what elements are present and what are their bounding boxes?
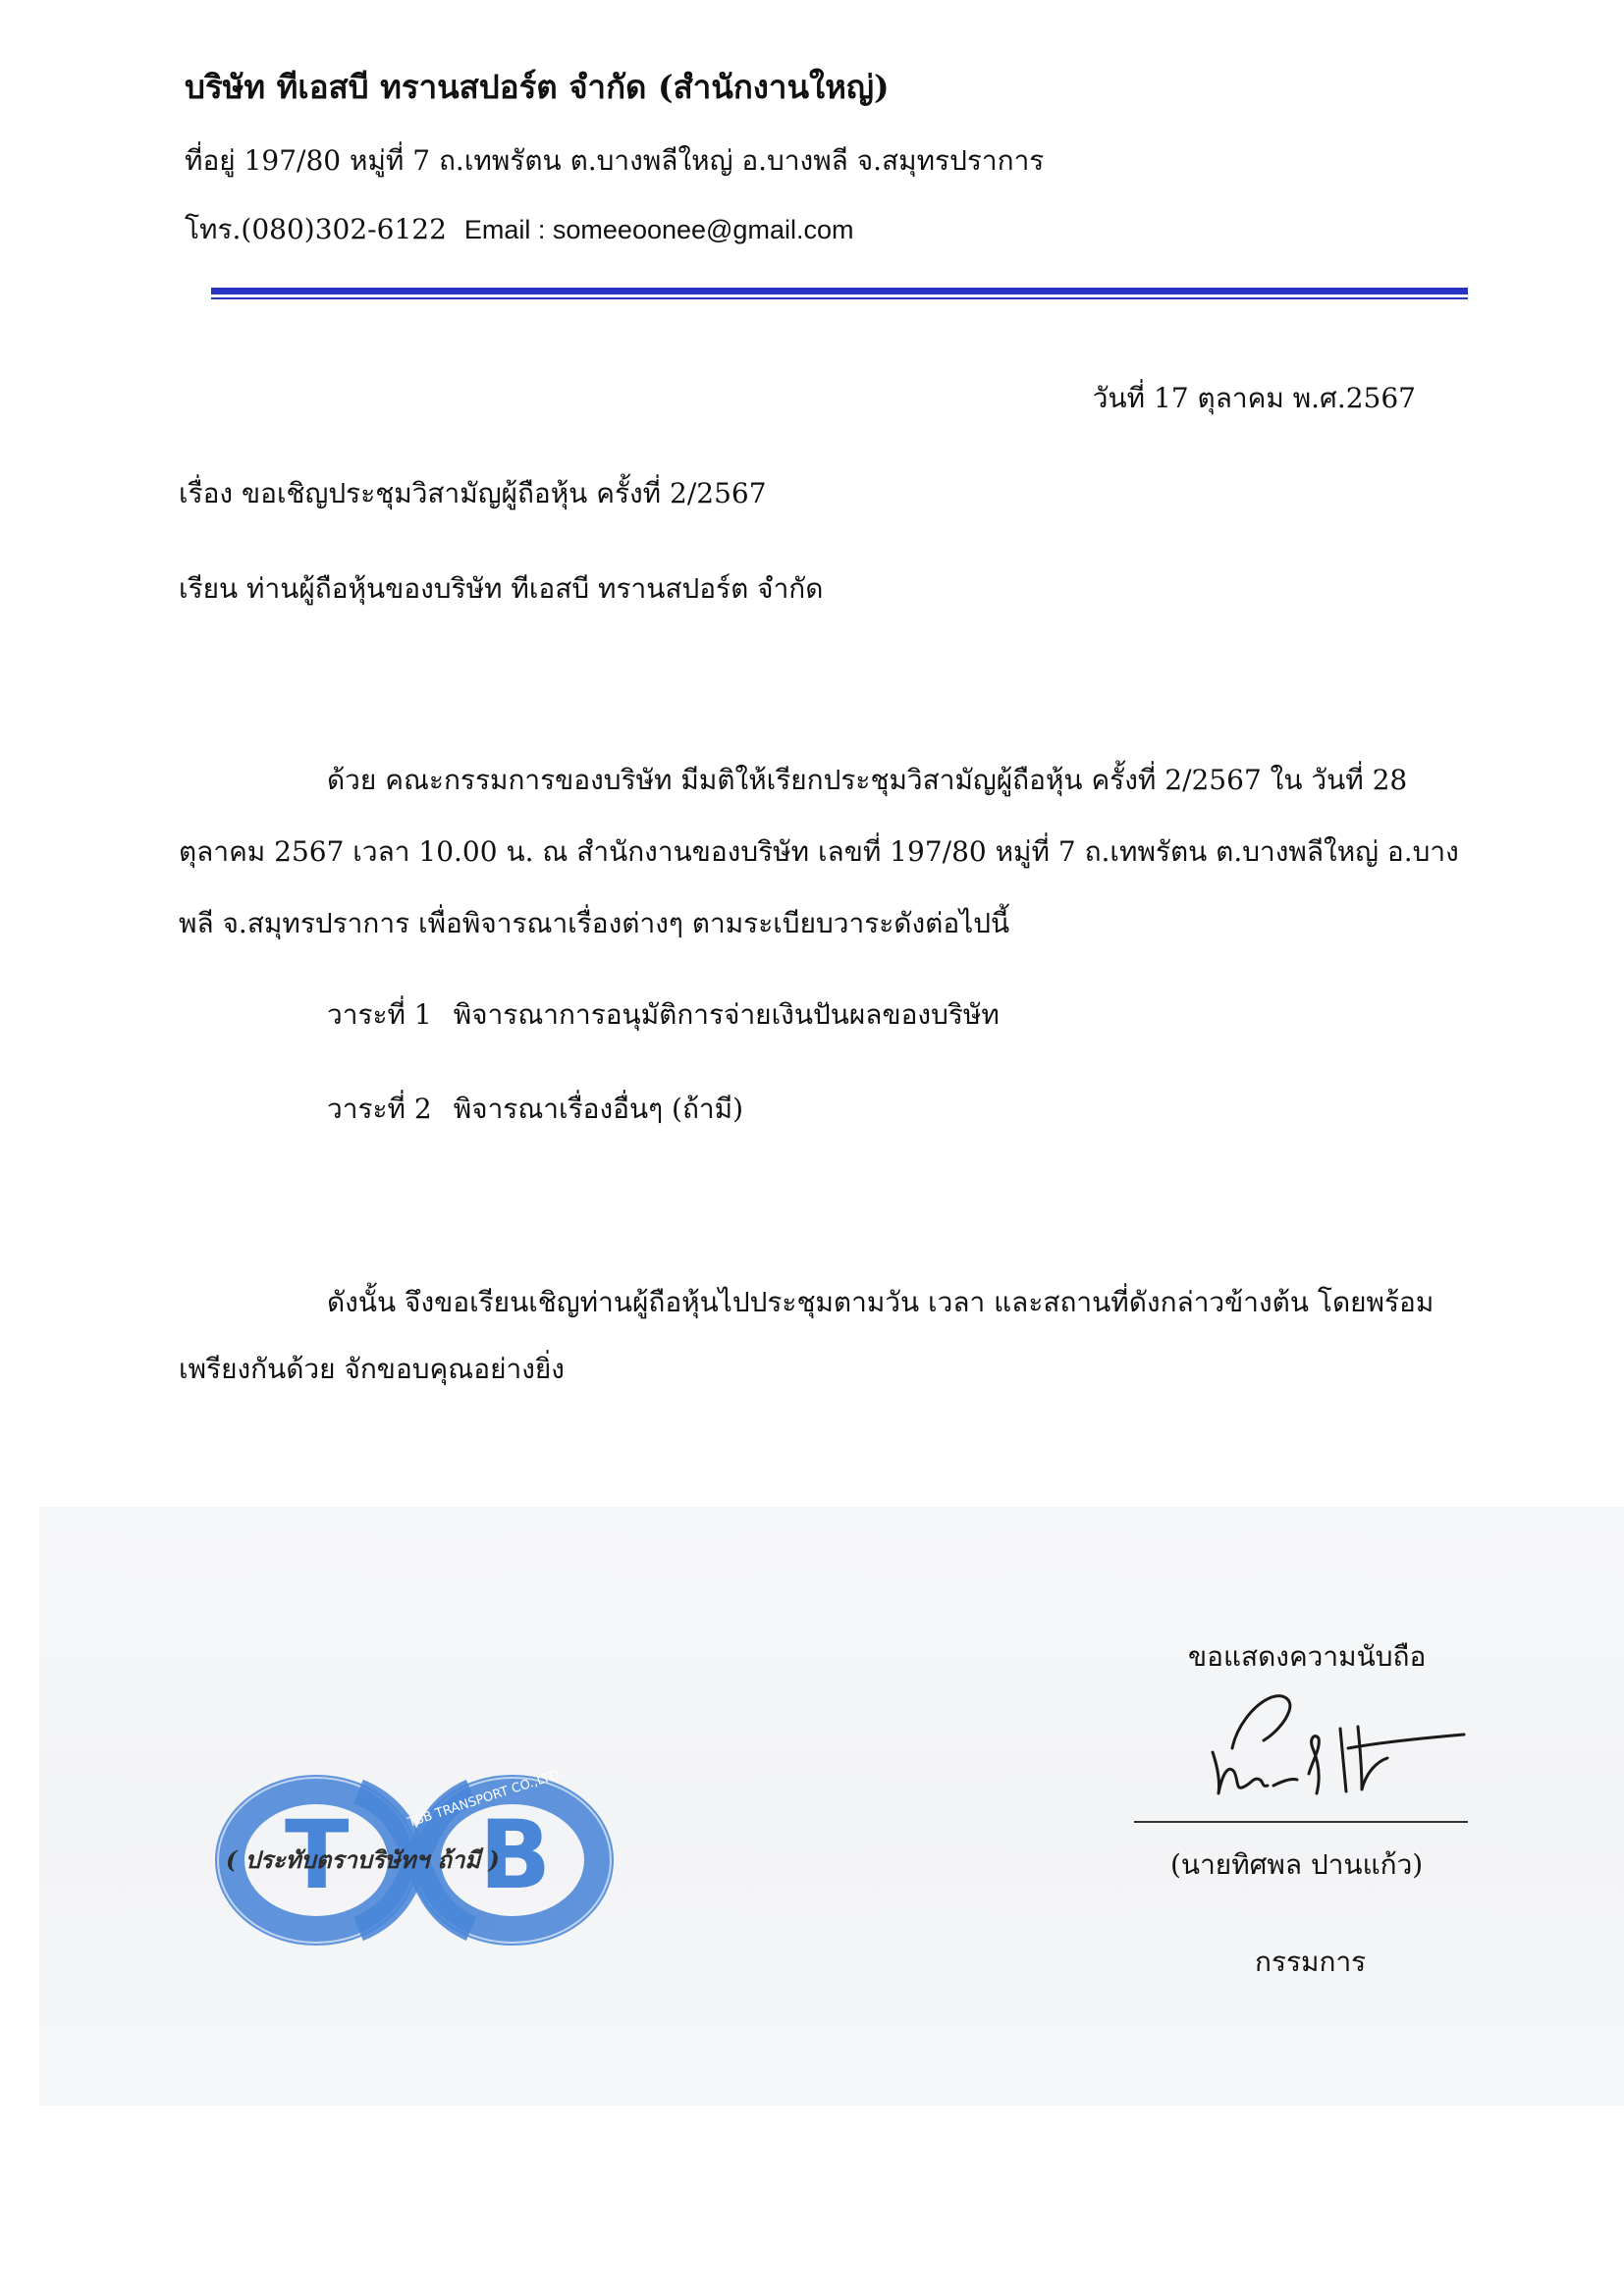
signer-name: (นายทิศพล ปานแก้ว)	[1170, 1848, 1424, 1881]
agenda-item-1-title: พิจารณาการอนุมัติการจ่ายเงินปันผลของบริษัท	[453, 998, 1000, 1031]
company-phone: โทร.(080)302-6122	[185, 213, 447, 245]
seal-stamp-text: ( ประทับตราบริษัทฯ ถ้ามี )	[226, 1845, 500, 1874]
company-contact	[185, 208, 853, 251]
agenda-item-2-label: วาระที่ 2	[327, 1093, 432, 1125]
paragraph-1-line-1: ด้วย คณะกรรมการของบริษัท มีมติให้เรียกประชุมวิสามัญผู้ถือหุ้น ครั้งที่ 2/2567 ใน วันที่ 28	[327, 764, 1408, 796]
company-seal-stamp	[206, 1762, 623, 1958]
agenda-item-1-label: วาระที่ 1	[327, 998, 432, 1031]
paragraph-1-line-3: พลี จ.สมุทรปราการ เพื่อพิจารณาเรื่องต่างๆ ตามระเบียบวาระดังต่อไปนี้	[179, 907, 1010, 939]
handwritten-signature	[1203, 1683, 1478, 1811]
letter-salutation: เรียน ท่านผู้ถือหุ้นของบริษัท ทีเอสบี ทรานสปอร์ต จำกัด	[179, 572, 824, 605]
company-email: Email : someeoonee@gmail.com	[463, 215, 854, 244]
signature-line	[1134, 1821, 1468, 1823]
company-address: ที่อยู่ 197/80 หมู่ที่ 7 ถ.เทพรัตน ต.บางพลีใหญ่ อ.บางพลี จ.สมุทรปราการ	[185, 144, 1045, 177]
paragraph-1-line-2: ตุลาคม 2567 เวลา 10.00 น. ณ สำนักงานของบริษัท เลขที่ 197/80 หมู่ที่ 7 ถ.เทพรัตน ต.บางพลีใหญ่ อ.บาง	[179, 835, 1459, 868]
agenda-item-2	[327, 1088, 743, 1131]
agenda-item-1	[327, 993, 1000, 1037]
seal-letter-b: B	[479, 1800, 552, 1910]
paragraph-2-line-2: เพรียงกันด้วย จักขอบคุณอย่างยิ่ง	[179, 1353, 565, 1385]
letterhead-divider-thin	[211, 297, 1468, 299]
agenda-item-2-title: พิจารณาเรื่องอื่นๆ (ถ้ามี)	[453, 1093, 744, 1125]
company-name: บริษัท ทีเอสบี ทรานสปอร์ต จำกัด (สำนักงานใหญ่)	[185, 68, 890, 106]
signer-title: กรรมการ	[1255, 1946, 1367, 1978]
letter-subject: เรื่อง ขอเชิญประชุมวิสามัญผู้ถือหุ้น ครั้งที่ 2/2567	[179, 477, 767, 509]
signature-closing: ขอแสดงความนับถือ	[1188, 1640, 1427, 1673]
seal-ring-text: TSB TRANSPORT CO.,LTD.	[406, 1766, 566, 1831]
paragraph-2-line-1: ดังนั้น จึงขอเรียนเชิญท่านผู้ถือหุ้นไปประชุมตามวัน เวลา และสถานที่ดังกล่าวข้างต้น โดยพร้อม	[327, 1286, 1435, 1318]
letter-date: วันที่ 17 ตุลาคม พ.ศ.2567	[1092, 382, 1416, 414]
seal-letter-t: T	[285, 1800, 350, 1910]
letterhead-divider	[211, 288, 1468, 294]
